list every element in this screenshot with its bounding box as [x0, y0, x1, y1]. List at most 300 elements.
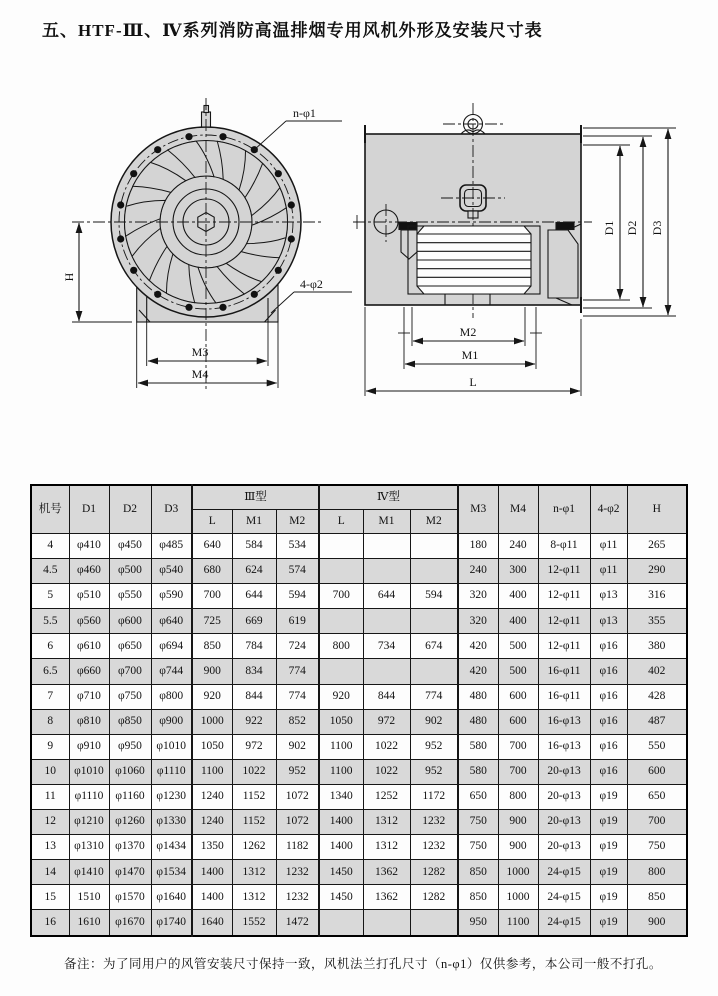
- flange-bolt-hole: [154, 146, 161, 153]
- table-cell: 480: [458, 709, 498, 734]
- table-cell: [363, 910, 410, 936]
- table-cell: 920: [192, 684, 232, 709]
- table-cell: φ16: [590, 709, 627, 734]
- table-cell: φ19: [590, 810, 627, 835]
- table-cell: [319, 534, 363, 559]
- table-cell: 1232: [276, 860, 319, 885]
- table-cell: φ1160: [109, 784, 151, 809]
- table-cell: 1450: [319, 860, 363, 885]
- table-cell: 952: [276, 759, 319, 784]
- table-cell: φ540: [151, 559, 192, 584]
- side-label-D2: D2: [625, 220, 639, 236]
- table-cell: 1312: [232, 885, 276, 910]
- table-cell: 1022: [232, 759, 276, 784]
- page-title: 五、HTF-Ⅲ、Ⅳ系列消防高温排烟专用风机外形及安装尺寸表: [42, 21, 543, 40]
- header-t3-l: L: [192, 510, 232, 534]
- table-cell: 640: [192, 534, 232, 559]
- table-cell: 1350: [192, 835, 232, 860]
- table-cell: 850: [627, 885, 687, 910]
- table-cell: [410, 910, 458, 936]
- table-cell: 700: [627, 810, 687, 835]
- table-cell: φ1230: [151, 784, 192, 809]
- table-cell: φ650: [109, 634, 151, 659]
- table-cell: 1400: [192, 885, 232, 910]
- table-cell: 574: [276, 559, 319, 584]
- table-cell: 1312: [232, 860, 276, 885]
- table-cell: φ16: [590, 734, 627, 759]
- table-cell: 774: [410, 684, 458, 709]
- table-cell: [363, 534, 410, 559]
- table-cell: 600: [498, 684, 538, 709]
- table-cell: 550: [627, 734, 687, 759]
- flange-bolt-hole: [219, 133, 226, 140]
- table-cell: φ410: [69, 534, 109, 559]
- table-cell: φ11: [590, 559, 627, 584]
- table-cell: φ1260: [109, 810, 151, 835]
- table-cell: φ1110: [151, 759, 192, 784]
- table-cell: 1240: [192, 810, 232, 835]
- table-cell: 1182: [276, 835, 319, 860]
- table-cell: 1232: [410, 835, 458, 860]
- table-cell: 724: [276, 634, 319, 659]
- table-cell: 4: [31, 534, 69, 559]
- table-cell: 300: [498, 559, 538, 584]
- table-row: [31, 709, 687, 734]
- table-cell: φ500: [109, 559, 151, 584]
- table-cell: [319, 910, 363, 936]
- table-cell: 500: [498, 634, 538, 659]
- table-cell: 1340: [319, 784, 363, 809]
- table-cell: 750: [627, 835, 687, 860]
- table-cell: φ1310: [69, 835, 109, 860]
- table-cell: φ810: [69, 709, 109, 734]
- side-label-M2: M2: [459, 325, 477, 339]
- table-cell: 380: [627, 634, 687, 659]
- table-cell: 16-φ11: [538, 659, 590, 684]
- table-cell: φ1670: [109, 910, 151, 936]
- flange-bolt-hole: [117, 235, 124, 242]
- table-cell: φ1330: [151, 810, 192, 835]
- table-row: [31, 784, 687, 809]
- table-cell: 594: [410, 584, 458, 609]
- table-cell: φ19: [590, 784, 627, 809]
- table-cell: φ450: [109, 534, 151, 559]
- table-cell: 774: [276, 659, 319, 684]
- header-model: 机号: [31, 485, 69, 534]
- table-cell: φ1470: [109, 860, 151, 885]
- table-cell: 1000: [498, 885, 538, 910]
- table-cell: [319, 659, 363, 684]
- table-cell: 1640: [192, 910, 232, 936]
- table-row: [31, 759, 687, 784]
- header-t4-l: L: [319, 510, 363, 534]
- table-cell: 355: [627, 609, 687, 634]
- table-cell: 952: [410, 734, 458, 759]
- leader-4-phi2: [271, 292, 352, 313]
- table-cell: 428: [627, 684, 687, 709]
- table-cell: 8-φ11: [538, 534, 590, 559]
- table-cell: 650: [627, 784, 687, 809]
- table-cell: 1282: [410, 885, 458, 910]
- header-group-type3: Ⅲ型: [192, 485, 319, 510]
- table-cell: φ16: [590, 634, 627, 659]
- flange-bolt-hole: [275, 170, 282, 177]
- table-cell: 700: [498, 759, 538, 784]
- header-group-type4: Ⅳ型: [319, 485, 458, 510]
- table-cell: 1312: [363, 810, 410, 835]
- table-cell: [363, 559, 410, 584]
- table-cell: 950: [458, 910, 498, 936]
- table-cell: 1100: [319, 759, 363, 784]
- table-cell: 5.5: [31, 609, 69, 634]
- table-cell: 316: [627, 584, 687, 609]
- table-cell: 4.5: [31, 559, 69, 584]
- table-cell: 24-φ15: [538, 860, 590, 885]
- table-row: [31, 609, 687, 634]
- table-cell: 700: [319, 584, 363, 609]
- table-cell: φ1410: [69, 860, 109, 885]
- leader-n-phi1: [254, 121, 342, 150]
- table-cell: 1450: [319, 885, 363, 910]
- table-cell: [319, 559, 363, 584]
- table-cell: 600: [498, 709, 538, 734]
- table-cell: 400: [498, 584, 538, 609]
- table-cell: 850: [458, 860, 498, 885]
- table-row: [31, 634, 687, 659]
- table-cell: 584: [232, 534, 276, 559]
- flange-bolt-hole: [288, 201, 295, 208]
- side-label-L: L: [469, 375, 477, 389]
- table-cell: 1362: [363, 860, 410, 885]
- table-row: [31, 810, 687, 835]
- table-cell: φ590: [151, 584, 192, 609]
- header-d1: D1: [69, 485, 109, 534]
- table-cell: φ485: [151, 534, 192, 559]
- table-cell: φ694: [151, 634, 192, 659]
- table-cell: φ700: [109, 659, 151, 684]
- table-cell: 180: [458, 534, 498, 559]
- table-cell: φ610: [69, 634, 109, 659]
- table-row: [31, 584, 687, 609]
- table-cell: φ1010: [151, 734, 192, 759]
- flange-bolt-hole: [251, 291, 258, 298]
- table-cell: 1262: [232, 835, 276, 860]
- table-cell: 850: [192, 634, 232, 659]
- table-cell: 16-φ11: [538, 684, 590, 709]
- header-m3: M3: [458, 485, 498, 534]
- table-cell: 12-φ11: [538, 584, 590, 609]
- table-cell: 1400: [319, 810, 363, 835]
- table-cell: 600: [627, 759, 687, 784]
- table-cell: 680: [192, 559, 232, 584]
- table-cell: φ750: [109, 684, 151, 709]
- table-cell: 420: [458, 634, 498, 659]
- table-cell: 1000: [498, 860, 538, 885]
- table-row: [31, 534, 687, 559]
- table-cell: 12-φ11: [538, 609, 590, 634]
- header-t4-m1: M1: [363, 510, 410, 534]
- table-cell: 700: [498, 734, 538, 759]
- table-cell: 13: [31, 835, 69, 860]
- flange-bolt-hole: [185, 133, 192, 140]
- table-cell: 922: [232, 709, 276, 734]
- table-cell: 11: [31, 784, 69, 809]
- table-cell: 624: [232, 559, 276, 584]
- table-cell: 8: [31, 709, 69, 734]
- header-t4-m2: M2: [410, 510, 458, 534]
- front-label-M4: M4: [191, 367, 209, 381]
- table-cell: 844: [363, 684, 410, 709]
- table-cell: φ19: [590, 885, 627, 910]
- table-cell: 952: [410, 759, 458, 784]
- front-label-H: H: [62, 272, 76, 282]
- table-cell: 1400: [319, 835, 363, 860]
- table-cell: 1400: [192, 860, 232, 885]
- table-row: [31, 734, 687, 759]
- table-cell: 1152: [232, 810, 276, 835]
- table-cell: φ1370: [109, 835, 151, 860]
- table-cell: φ900: [151, 709, 192, 734]
- table-cell: [319, 609, 363, 634]
- table-cell: 290: [627, 559, 687, 584]
- flange-bolt-hole: [154, 291, 161, 298]
- dimension-table: [30, 484, 688, 937]
- table-cell: 1610: [69, 910, 109, 936]
- table-cell: 1000: [192, 709, 232, 734]
- table-cell: 402: [627, 659, 687, 684]
- header-m4: M4: [498, 485, 538, 534]
- table-cell: 534: [276, 534, 319, 559]
- table-cell: 972: [363, 709, 410, 734]
- table-cell: φ950: [109, 734, 151, 759]
- table-cell: 265: [627, 534, 687, 559]
- table-row: [31, 835, 687, 860]
- table-cell: 1472: [276, 910, 319, 936]
- table-cell: φ16: [590, 684, 627, 709]
- table-cell: 920: [319, 684, 363, 709]
- side-label-M1: M1: [461, 348, 479, 362]
- flange-bolt-hole: [130, 267, 137, 274]
- table-cell: φ1060: [109, 759, 151, 784]
- table-cell: 500: [498, 659, 538, 684]
- header-h: H: [627, 485, 687, 534]
- front-label-4-phi2: 4-φ2: [300, 277, 323, 291]
- table-cell: 15: [31, 885, 69, 910]
- header-4-phi2: 4-φ2: [590, 485, 627, 534]
- table-cell: 20-φ13: [538, 784, 590, 809]
- table-row: [31, 885, 687, 910]
- table-cell: 9: [31, 734, 69, 759]
- table-cell: φ1010: [69, 759, 109, 784]
- table-cell: φ13: [590, 609, 627, 634]
- table-cell: 644: [363, 584, 410, 609]
- table-cell: 1050: [192, 734, 232, 759]
- table-cell: φ560: [69, 609, 109, 634]
- table-cell: 1282: [410, 860, 458, 885]
- table-cell: 487: [627, 709, 687, 734]
- table-cell: 784: [232, 634, 276, 659]
- header-t3-m2: M2: [276, 510, 319, 534]
- table-cell: 669: [232, 609, 276, 634]
- table-cell: 12-φ11: [538, 559, 590, 584]
- header-t3-m1: M1: [232, 510, 276, 534]
- table-cell: φ1640: [151, 885, 192, 910]
- table-cell: 12: [31, 810, 69, 835]
- table-cell: [410, 534, 458, 559]
- table-header: [31, 485, 687, 534]
- table-cell: 1232: [410, 810, 458, 835]
- table-cell: 320: [458, 584, 498, 609]
- table-cell: φ600: [109, 609, 151, 634]
- table-cell: 619: [276, 609, 319, 634]
- table-cell: 1050: [319, 709, 363, 734]
- header-n-phi1: n-φ1: [538, 485, 590, 534]
- table-cell: 1100: [192, 759, 232, 784]
- table-cell: 12-φ11: [538, 634, 590, 659]
- table-cell: 5: [31, 584, 69, 609]
- table-cell: 1072: [276, 784, 319, 809]
- table-cell: φ550: [109, 584, 151, 609]
- table-cell: [410, 609, 458, 634]
- table-cell: 674: [410, 634, 458, 659]
- table-cell: 10: [31, 759, 69, 784]
- table-cell: φ1210: [69, 810, 109, 835]
- footnote: 备注：为了同用户的风管安装尺寸保持一致，风机法兰打孔尺寸（n-φ1）仅供参考，本公司一般不打孔。: [64, 957, 662, 971]
- table-cell: 240: [458, 559, 498, 584]
- table-cell: 1510: [69, 885, 109, 910]
- table-cell: φ11: [590, 534, 627, 559]
- table-cell: 852: [276, 709, 319, 734]
- table-cell: φ16: [590, 759, 627, 784]
- table-cell: φ1740: [151, 910, 192, 936]
- table-cell: φ16: [590, 659, 627, 684]
- table-cell: 844: [232, 684, 276, 709]
- table-cell: 1100: [319, 734, 363, 759]
- table-cell: φ19: [590, 910, 627, 936]
- header-d3: D3: [151, 485, 192, 534]
- table-cell: 240: [498, 534, 538, 559]
- flange-bolt-hole: [185, 304, 192, 311]
- table-body: [31, 534, 687, 936]
- table-cell: φ1110: [69, 784, 109, 809]
- table-cell: 1100: [498, 910, 538, 936]
- table-cell: 480: [458, 684, 498, 709]
- table-cell: φ850: [109, 709, 151, 734]
- fan-front-view-drawing: [55, 88, 360, 400]
- table-cell: 725: [192, 609, 232, 634]
- table-cell: 750: [458, 810, 498, 835]
- table-cell: 320: [458, 609, 498, 634]
- table-cell: φ640: [151, 609, 192, 634]
- table-cell: 900: [498, 810, 538, 835]
- table-cell: 1312: [363, 835, 410, 860]
- table-cell: 900: [498, 835, 538, 860]
- table-cell: 1022: [363, 734, 410, 759]
- table-row: [31, 860, 687, 885]
- table-cell: 850: [458, 885, 498, 910]
- table-cell: 580: [458, 734, 498, 759]
- table-cell: 1072: [276, 810, 319, 835]
- table-row: [31, 910, 687, 936]
- table-cell: 20-φ13: [538, 759, 590, 784]
- table-cell: 580: [458, 759, 498, 784]
- side-label-D3: D3: [650, 220, 664, 236]
- table-cell: 902: [410, 709, 458, 734]
- table-row: [31, 559, 687, 584]
- table-cell: 400: [498, 609, 538, 634]
- table-cell: φ660: [69, 659, 109, 684]
- table-cell: 800: [627, 860, 687, 885]
- table-cell: 594: [276, 584, 319, 609]
- table-cell: φ710: [69, 684, 109, 709]
- table-cell: 1232: [276, 885, 319, 910]
- table-cell: 420: [458, 659, 498, 684]
- table-cell: φ1434: [151, 835, 192, 860]
- table-cell: 16-φ13: [538, 734, 590, 759]
- table-cell: 1362: [363, 885, 410, 910]
- table-cell: 734: [363, 634, 410, 659]
- table-cell: [363, 609, 410, 634]
- flange-bolt-hole: [288, 235, 295, 242]
- table-cell: φ1570: [109, 885, 151, 910]
- table-cell: φ1534: [151, 860, 192, 885]
- table-cell: 774: [276, 684, 319, 709]
- table-cell: φ744: [151, 659, 192, 684]
- table-cell: φ460: [69, 559, 109, 584]
- table-cell: φ19: [590, 860, 627, 885]
- table-cell: 644: [232, 584, 276, 609]
- table-cell: φ13: [590, 584, 627, 609]
- flange-bolt-hole: [130, 170, 137, 177]
- flange-bolt-hole: [117, 201, 124, 208]
- table-cell: φ910: [69, 734, 109, 759]
- table-cell: 1152: [232, 784, 276, 809]
- table-cell: 834: [232, 659, 276, 684]
- table-row: [31, 684, 687, 709]
- front-label-M3: M3: [191, 345, 209, 359]
- table-cell: 1552: [232, 910, 276, 936]
- table-cell: φ800: [151, 684, 192, 709]
- table-cell: 750: [458, 835, 498, 860]
- table-cell: 900: [627, 910, 687, 936]
- header-d2: D2: [109, 485, 151, 534]
- table-cell: 20-φ13: [538, 835, 590, 860]
- front-label-n-phi1: n-φ1: [293, 106, 316, 120]
- table-cell: 14: [31, 860, 69, 885]
- flange-bolt-hole: [219, 304, 226, 311]
- table-cell: 24-φ15: [538, 910, 590, 936]
- table-cell: 16: [31, 910, 69, 936]
- table-cell: 1240: [192, 784, 232, 809]
- table-cell: [410, 659, 458, 684]
- table-cell: [410, 559, 458, 584]
- flange-bolt-hole: [275, 267, 282, 274]
- table-cell: 1172: [410, 784, 458, 809]
- table-cell: 902: [276, 734, 319, 759]
- table-cell: φ19: [590, 835, 627, 860]
- table-cell: 24-φ15: [538, 885, 590, 910]
- table-cell: 800: [498, 784, 538, 809]
- table-cell: φ510: [69, 584, 109, 609]
- table-cell: 800: [319, 634, 363, 659]
- table-cell: 6: [31, 634, 69, 659]
- table-cell: 650: [458, 784, 498, 809]
- table-cell: 7: [31, 684, 69, 709]
- table-cell: 1252: [363, 784, 410, 809]
- table-cell: 16-φ13: [538, 709, 590, 734]
- table-cell: 1022: [363, 759, 410, 784]
- table-cell: 6.5: [31, 659, 69, 684]
